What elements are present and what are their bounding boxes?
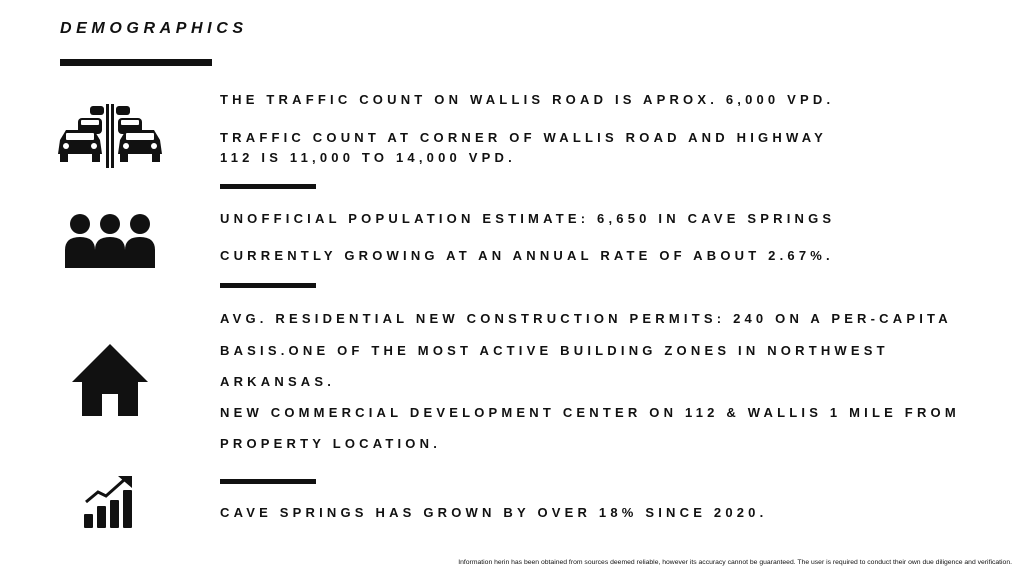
construction-line-5: PROPERTY LOCATION. [220,436,442,451]
section-divider [220,283,316,288]
construction-line-3: ARKANSAS. [220,374,336,389]
population-line-1: UNOFFICIAL POPULATION ESTIMATE: 6,650 IN CAVE SPRINGS [220,211,836,226]
traffic-line-1: THE TRAFFIC COUNT ON WALLIS ROAD IS APROX. 6,000 VPD. [220,92,835,107]
page-title: DEMOGRAPHICS [60,20,248,37]
section-divider [220,479,316,484]
disclaimer-text: Information herin has been obtained from sources deemed reliable, however its accuracy cannot be guaranteed. The user is required to conduct their own due diligence and verification. [458,559,1012,566]
traffic-line-2: TRAFFIC COUNT AT CORNER OF WALLIS ROAD AND HIGHWAY [220,130,827,145]
traffic-cars-icon [56,104,164,168]
construction-line-2: BASIS.ONE OF THE MOST ACTIVE BUILDING ZONES IN NORTHWEST [220,343,889,358]
section-divider [220,184,316,189]
population-line-2: CURRENTLY GROWING AT AN ANNUAL RATE OF ABOUT 2.67%. [220,248,834,263]
construction-line-1: AVG. RESIDENTIAL NEW CONSTRUCTION PERMITS: 240 ON A PER-CAPITA [220,311,952,326]
house-icon [72,344,148,416]
people-group-icon [64,212,156,268]
growth-line-1: CAVE SPRINGS HAS GROWN BY OVER 18% SINCE 2020. [220,505,768,520]
title-underline [60,59,212,66]
growth-chart-icon [82,474,138,530]
traffic-line-3: 112 IS 11,000 TO 14,000 VPD. [220,150,516,165]
construction-line-4: NEW COMMERCIAL DEVELOPMENT CENTER ON 112 & WALLIS 1 MILE FROM [220,405,960,420]
